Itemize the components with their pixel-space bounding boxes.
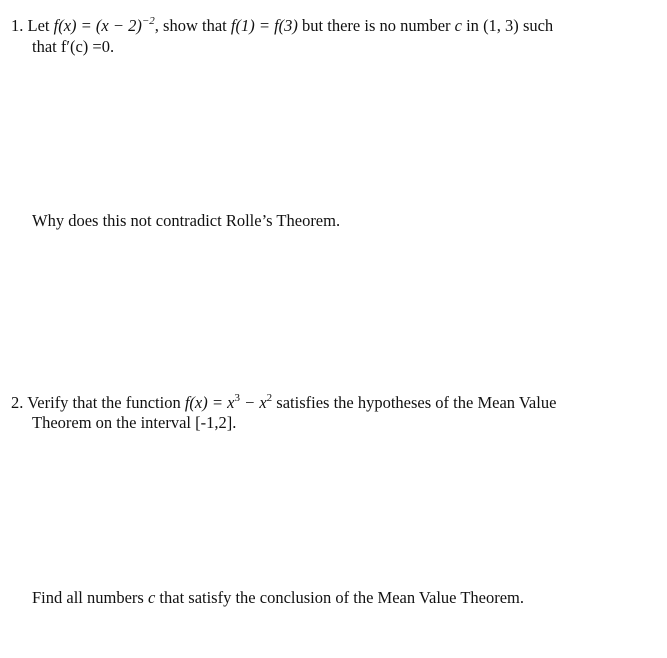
problem-2-number: 2. (11, 393, 24, 412)
problem-2-followup: Find all numbers c that satisfy the conclusion of the Mean Value Theorem. (32, 588, 524, 607)
problem-1-followup: Why does this not contradict Rolle’s Theorem. (32, 211, 341, 230)
problem-1-line-2: that f′(c) =0. (32, 37, 115, 56)
problem-1-number: 1. (11, 16, 24, 35)
problem-2-line-1: 2. Verify that the function $f(x) = x^3 - x^2$ satisfies the hypotheses of the Mean Value (11, 391, 557, 412)
problem-1-line-1: 1. Let $f(x) = (x - 2)^{-2}$, show that f(1) = f(3) but there is no number c in (1, 3) such (11, 14, 554, 35)
problem-2-line-2: Theorem on the interval [-1,2]. (32, 413, 237, 432)
